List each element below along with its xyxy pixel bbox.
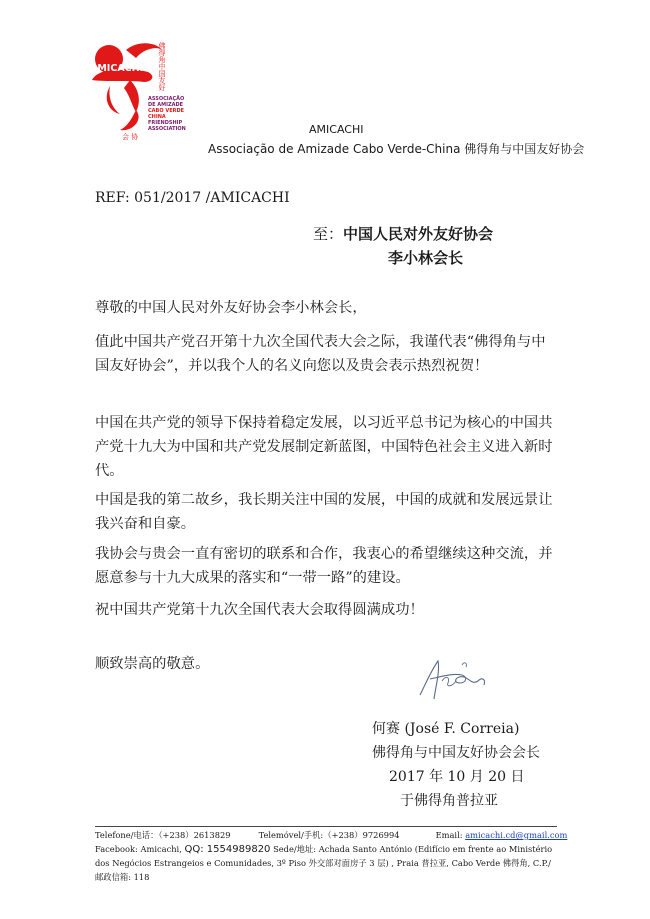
letter-date: 2017 年 10 月 20 日	[389, 769, 525, 785]
signatory-name: 何赛 (José F. Correia)	[372, 721, 520, 737]
body-paragraph: 值此中国共产党召开第十九次全国代表大会之际，我谨代表“佛得角与中国友好协会”，并以我个人的名义向您以及贵会表示热烈祝贺！	[95, 334, 546, 374]
body-paragraph: 祝中国共产党第十九次全国代表大会取得圆满成功！	[95, 602, 424, 618]
body-paragraph: 中国在共产党的领导下保持着稳定发展，以习近平总书记为核心的中国共产党十九大为中国和共产党发展制定新蓝图，中国特色社会主义进入新时代。	[95, 415, 553, 479]
body-paragraph: 我协会与贵会一直有密切的联系和合作，我衷心的希望继续这种交流，并愿意参与十九大成果的落实和“一带一路”的建设。	[95, 546, 553, 586]
reference-number: REF: 051/2017 /AMICACHI	[95, 190, 290, 206]
recipient-person: 李小林会长	[388, 249, 464, 267]
signatory-title: 佛得角与中国友好协会会长	[372, 745, 540, 761]
logo-side-text: ASSOCIAÇÃO	[148, 96, 185, 102]
footer-address-line: dos Negócios Estrangeios e Comunidades, 3º Piso 外交部对面房子 3 层) , Praia 普拉亚, Cabo Verde 佛得角, C.P./	[95, 858, 551, 868]
footer-postbox: 邮政信箱: 118	[95, 872, 150, 882]
footer-address-1: Sede/地址: Achada Santo António (Edifício em frente ao Ministério	[273, 844, 553, 854]
footer-contact-line	[95, 829, 567, 841]
closing: 顺致崇高的敬意。	[95, 656, 210, 672]
body-paragraph: 中国是我的第二故乡，我长期关注中国的发展，中国的成就和发展远景让我兴奋和自豪。	[95, 492, 553, 532]
footer-divider	[95, 826, 557, 827]
org-short-name: AMICACHI	[309, 123, 364, 136]
recipient-org: 中国人民对外友好协会	[343, 225, 494, 243]
logo-cn-vertical: 佛得角中国友好	[158, 42, 166, 91]
logo-side-text: CABO VERDE	[148, 108, 185, 114]
salutation: 尊敬的中国人民对外友好协会李小林会长，	[95, 300, 367, 316]
logo-wordmark: AMICACHI	[90, 63, 144, 74]
footer-qq: QQ: 1554989820	[184, 844, 271, 855]
footer-mobile: Telemóvel/手机:（+238）9726994	[258, 830, 400, 840]
logo-side-text: FRIENDSHIP	[148, 120, 183, 126]
logo-cn-bottom: 会 协	[122, 133, 139, 140]
footer-email-link[interactable]: amicachi.cd@gmail.com	[465, 830, 568, 840]
footer-social-line	[95, 843, 552, 855]
footer-phone: Telefone/电话：（+238）2613829	[95, 830, 231, 840]
footer-email-label: Email:	[435, 830, 466, 840]
handwritten-signature	[412, 655, 492, 703]
logo-side-text: ASSOCIATION	[148, 126, 186, 132]
org-full-name: Associação de Amizade Cabo Verde-China 佛得角与中国友好协会	[208, 142, 585, 156]
recipient-prefix: 至：	[313, 225, 344, 243]
amicachi-logo	[86, 36, 200, 140]
logo-side-text: DE AMIZADE	[148, 102, 184, 108]
logo-side-text: CHINA	[148, 114, 166, 120]
footer-facebook: Facebook: Amicachi,	[95, 844, 182, 854]
recipient-line	[313, 223, 493, 244]
letter-place: 于佛得角普拉亚	[400, 793, 498, 809]
